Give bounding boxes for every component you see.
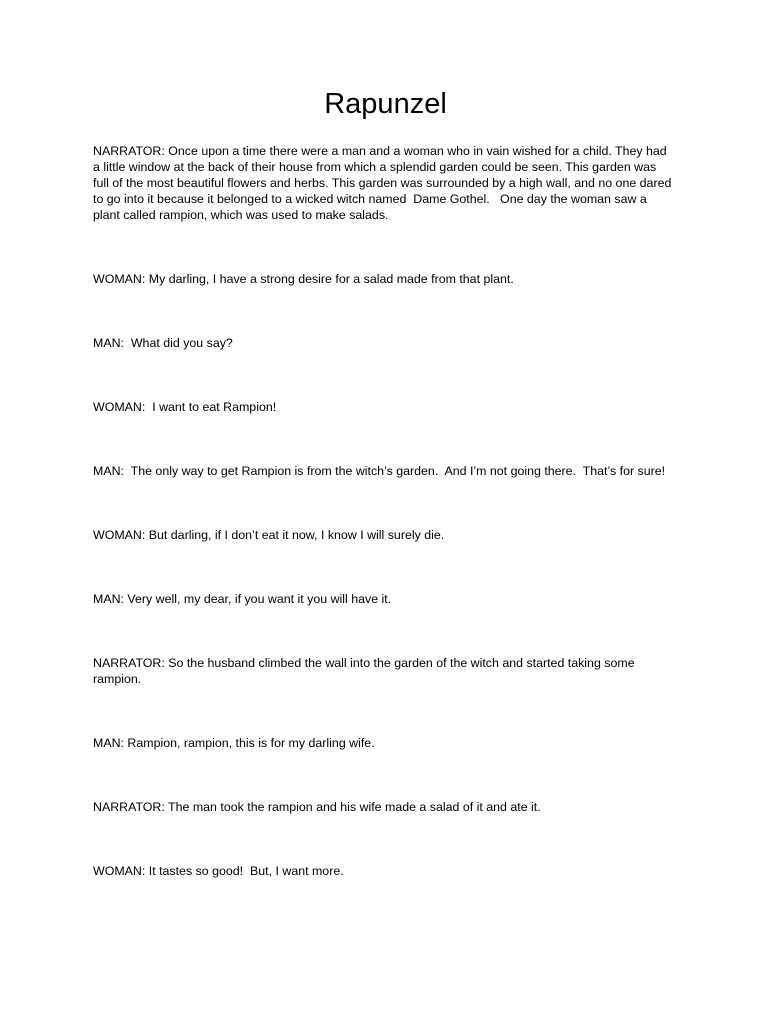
narrator-paragraph: NARRATOR: So the husband climbed the wall into the garden of the witch and started taking some rampion. <box>93 656 639 686</box>
paragraph-gap <box>93 479 672 527</box>
paragraph-gap <box>93 687 672 735</box>
paragraph-gap <box>93 223 672 271</box>
woman-line: WOMAN: But darling, if I don’t eat it now, I know I will surely die. <box>93 528 445 542</box>
man-line: MAN: What did you say? <box>93 336 233 350</box>
woman-line: WOMAN: I want to eat Rampion! <box>93 400 277 414</box>
woman-line: WOMAN: It tastes so good! But, I want more. <box>93 864 344 878</box>
man-line: MAN: Rampion, rampion, this is for my darling wife. <box>93 736 375 750</box>
woman-line: WOMAN: My darling, I have a strong desire for a salad made from that plant. <box>93 272 514 286</box>
paragraph-gap <box>93 815 672 863</box>
paragraph-gap <box>93 287 672 335</box>
narrator-paragraph: NARRATOR: Once upon a time there were a man and a woman who in vain wished for a child. They had a little window at the back of their house from which a splendid garden could be seen. This garden was full of the most beautiful flowers and herbs. This garden was surrounded by a high wall, and no one dared to go into it because it belonged to a wicked witch named Dame Gothel. One day the woman saw a plant called rampion, which was used to make salads. <box>93 144 675 222</box>
paragraph-gap <box>93 751 672 799</box>
page-title: Rapunzel <box>324 88 447 120</box>
man-line: MAN: Very well, my dear, if you want it you will have it. <box>93 592 392 606</box>
paragraph-gap <box>93 415 672 463</box>
man-line: MAN: The only way to get Rampion is from the witch’s garden. And I’m not going there. That’s for sure! <box>93 464 666 478</box>
narrator-paragraph: NARRATOR: The man took the rampion and his wife made a salad of it and ate it. <box>93 800 541 814</box>
paragraph-gap <box>93 543 672 591</box>
script-body <box>93 143 675 879</box>
paragraph-gap <box>93 351 672 399</box>
paragraph-gap <box>93 607 672 655</box>
